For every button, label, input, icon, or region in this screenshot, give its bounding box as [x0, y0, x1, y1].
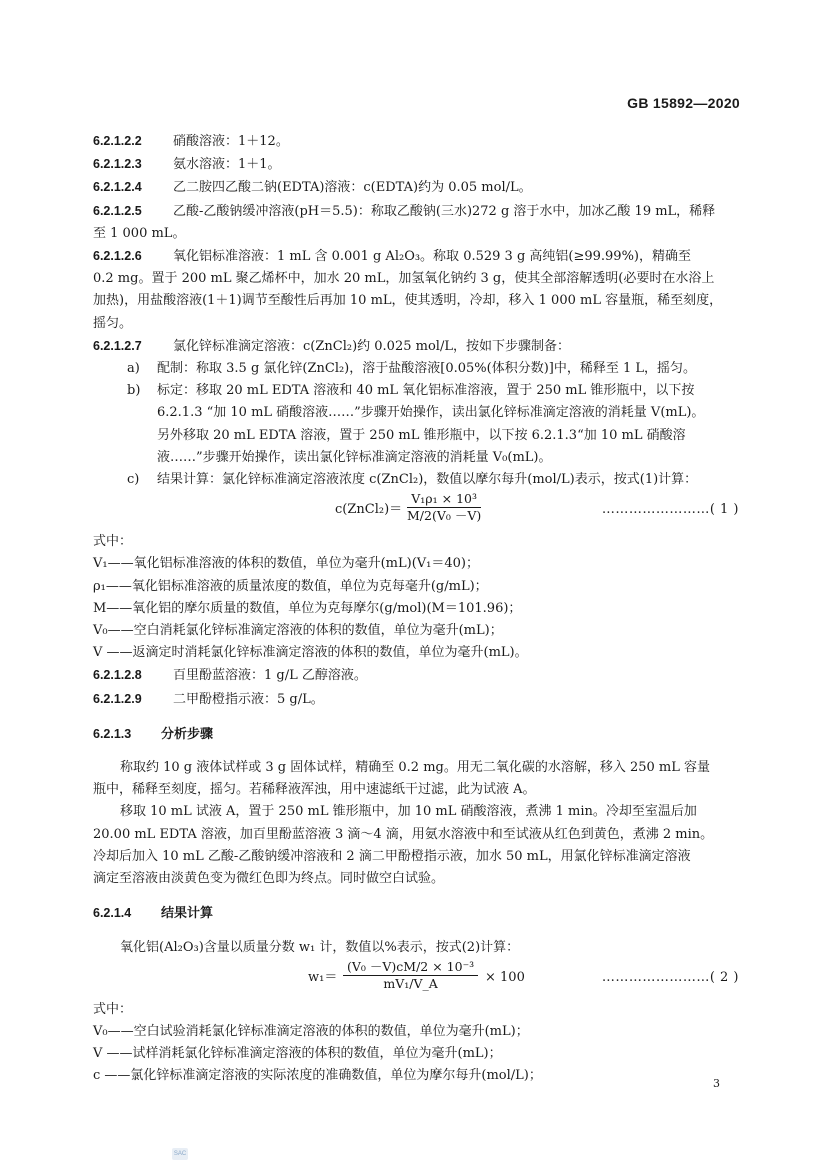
standard-number: GB 15892—2020 [627, 95, 740, 111]
definition: V₁——氧化铝标准溶液的体积的数值，单位为毫升(mL)(V₁＝40)； [93, 556, 479, 572]
list-item-b: b) 标定：移取 20 mL EDTA 溶液和 40 mL 氧化铝标准溶液，置于 250 mL 锥形瓶中，以下按 6.2.1.3 “加 10 mL 硝酸溶液……”步骤开始操作，读出氯化锌标准滴定溶液的消耗量 V(mL)。 另外移取 20 mL EDTA 溶液，置于 250 mL 锥形瓶中，以下按 6.2.1.3“加 10 mL 硝酸溶 液……”步骤开始操作，读出氯化锌标准滴定溶液的消耗量 V₀(mL)。 [127, 383, 705, 465]
formula-2-denominator: mV₁/V_A [383, 975, 438, 991]
item-2-5-cont: 至 1 000 mL。 [93, 225, 186, 241]
section-heading-6-2-1-4: 6.2.1.4 结果计算 [93, 905, 214, 921]
paragraph-2-line1: 移取 10 mL 试液 A，置于 250 mL 锥形瓶中，加 10 mL 硝酸溶液，煮沸 1 min。冷却至室温后加 [120, 804, 697, 820]
formula-1-numerator: V₁ρ₁ × 10³ [407, 491, 481, 508]
sublist [93, 358, 741, 531]
item-2-2: 6.2.1.2.2 硝酸溶液：1＋12。 [93, 134, 289, 149]
formula-2-lhs: w₁＝ [308, 969, 338, 985]
formula-1-denominator: M/2(V₀ －V) [407, 508, 482, 524]
formula-2-numerator: (V₀ －V)cM/2 × 10⁻³ [343, 959, 478, 976]
definitions-2 [93, 1021, 741, 1088]
definition: V₀——空白消耗氯化锌标准滴定溶液的体积的数值，单位为毫升(mL)； [93, 623, 503, 639]
paragraph-1-line1: 称取约 10 g 液体试样或 3 g 固体试样，精确至 0.2 mg。用无二氧化碳的水溶解，移入 250 mL 容量 [120, 760, 711, 776]
item-2-6-line4: 摇匀。 [93, 315, 133, 331]
item-2-5: 6.2.1.2.5 乙酸-乙酸钠缓冲溶液(pH＝5.5)：称取乙酸钠(三水)272 g 溶于水中，加冰乙酸 19 mL，稀释 [93, 203, 716, 219]
page-number: 3 [713, 1077, 720, 1090]
definition: V ——返滴定时消耗氯化锌标准滴定溶液的体积的数值，单位为毫升(mL)。 [93, 645, 528, 661]
definition: V ——试样消耗氯化锌标准滴定溶液的体积的数值，单位为毫升(mL)； [93, 1046, 502, 1062]
item-2-7: 6.2.1.2.7 氯化锌标准滴定溶液：c(ZnCl₂)约 0.025 mol/L，按如下步骤制备： [93, 338, 570, 354]
definition: ρ₁——氧化铝标准溶液的质量浓度的数值，单位为克每毫升(g/mL)； [93, 578, 488, 594]
list-item-a: a) 配制：称取 3.5 g 氯化锌(ZnCl₂)，溶于盐酸溶液[0.05%(体积分数)]中，稀释至 1 L，摇匀。 [127, 361, 697, 377]
where-label-2: 式中： [93, 1001, 133, 1017]
item-2-4: 6.2.1.2.4 乙二胺四乙酸二钠(EDTA)溶液：c(EDTA)约为 0.05 mol/L。 [93, 180, 532, 196]
item-2-9: 6.2.1.2.9 二甲酚橙指示液：5 g/L。 [93, 691, 324, 707]
item-2-8: 6.2.1.2.8 百里酚蓝溶液：1 g/L 乙醇溶液。 [93, 668, 367, 684]
formula-1-number: ……………………( 1 ) [601, 502, 739, 518]
item-2-6-line3: 加热)，用盐酸溶液(1＋1)调节至酸性后再加 10 mL，使其透明，冷却，移入 1 000 mL 容量瓶，稀至刻度， [93, 293, 723, 309]
list-item-c: c) 结果计算：氯化锌标准滴定溶液浓度 c(ZnCl₂)，数值以摩尔每升(mol/L)表示，按式(1)计算： [127, 472, 698, 488]
item-2-3: 6.2.1.2.3 氨水溶液：1＋1。 [93, 157, 281, 173]
formula-2-multiplier: × 100 [485, 969, 525, 985]
paragraph-3: 氧化铝(Al₂O₃)含量以质量分数 w₁ 计，数值以%表示，按式(2)计算： [120, 939, 520, 955]
document-body [93, 130, 741, 1088]
definitions-1 [93, 553, 741, 664]
paragraph-2-line2: 20.00 mL EDTA 溶液，加百里酚蓝溶液 3 滴～4 滴，用氨水溶液中和至试液从红色到黄色，煮沸 2 min。 [93, 826, 714, 842]
formula-1-fraction [403, 491, 485, 524]
formula-2-fraction [343, 959, 478, 992]
section-heading-6-2-1-3: 6.2.1.3 分析步骤 [93, 725, 214, 741]
formula-2 [93, 959, 741, 999]
item-2-6: 6.2.1.2.6 氧化铝标准溶液：1 mL 含 0.001 g Al₂O₃。称取 0.529 3 g 高纯铝(≥99.99%)，精确至 [93, 249, 692, 265]
paragraph-2-line4: 滴定至溶液由淡黄色变为微红色即为终点。同时做空白试验。 [93, 871, 445, 887]
where-label-1: 式中： [93, 534, 133, 550]
definition: c ——氯化锌标准滴定溶液的实际浓度的准确数值，单位为摩尔每升(mol/L)； [93, 1068, 542, 1084]
definition: V₀——空白试验消耗氯化锌标准滴定溶液的体积的数值，单位为毫升(mL)； [93, 1023, 529, 1039]
sac-watermark-logo: SAC [172, 1148, 188, 1160]
paragraph-2-line3: 冷却后加入 10 mL 乙酸-乙酸钠缓冲溶液和 2 滴二甲酚橙指示液，加水 50 mL，用氯化锌标准滴定溶液 [93, 848, 691, 864]
paragraph-1-line2: 瓶中，稀释至刻度，摇匀。若稀释液浑浊，用中速滤纸干过滤，此为试液 A。 [93, 782, 536, 798]
formula-1-lhs: c(ZnCl₂)＝ [335, 502, 403, 518]
item-2-6-line2: 0.2 mg。置于 200 mL 聚乙烯杯中，加水 20 mL，加氢氧化钠约 3 g，使其全部溶解透明(必要时在水浴上 [93, 271, 715, 287]
formula-1 [123, 491, 741, 531]
definition: M——氧化铝的摩尔质量的数值，单位为克每摩尔(g/mol)(M＝101.96)； [93, 600, 522, 616]
formula-2-number: ……………………( 2 ) [601, 969, 739, 985]
